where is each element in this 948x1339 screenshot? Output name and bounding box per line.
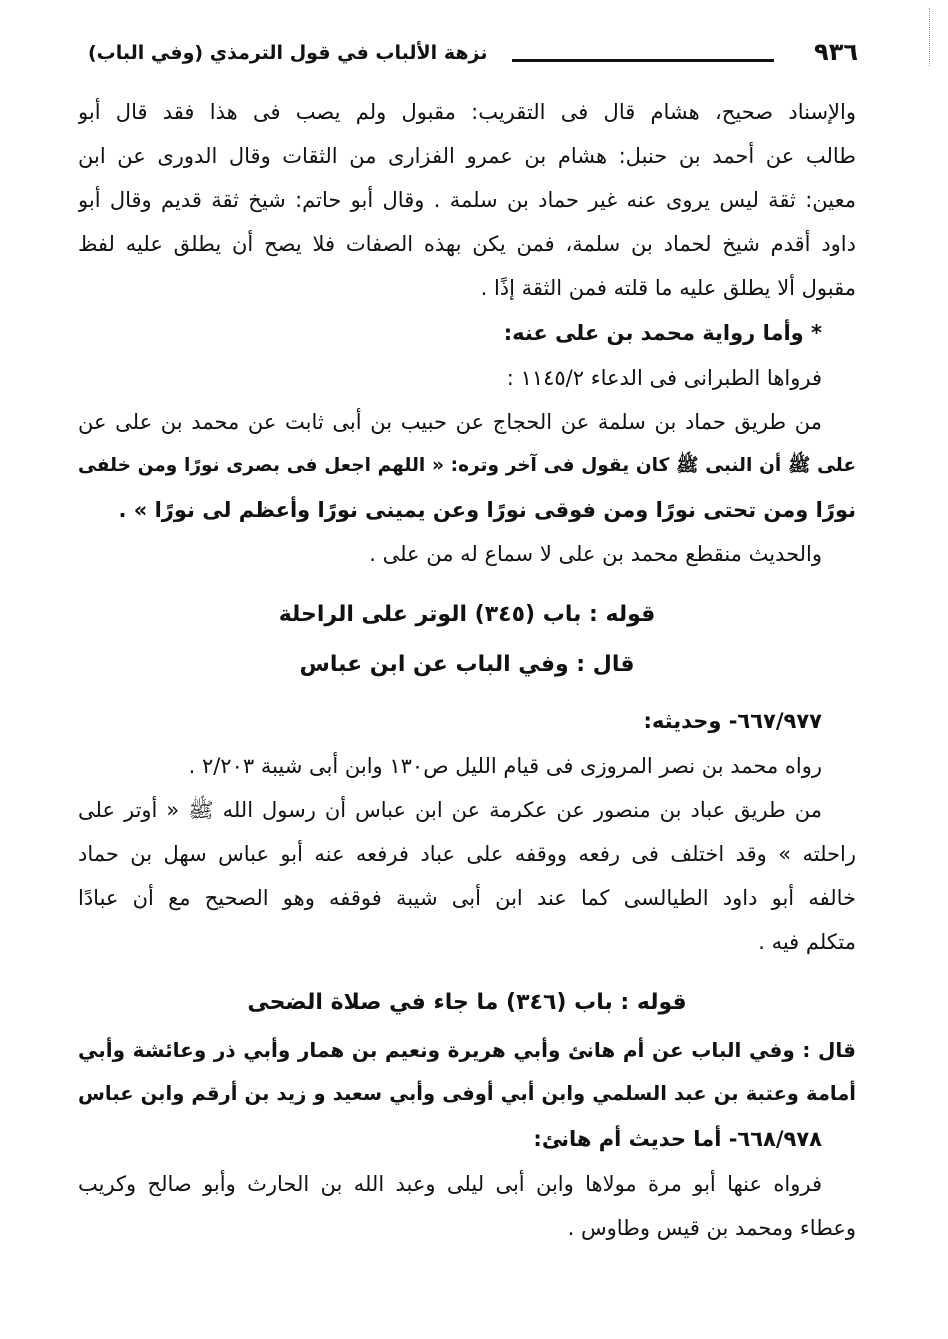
- header-rule: [512, 59, 774, 62]
- text-line: والحديث منقطع محمد بن على لا سماع له من على .: [369, 542, 822, 566]
- page-header: [88, 38, 858, 78]
- text-line: فرواه عنها أبو مرة مولاها وابن أبى ليلى وعبد الله بن الحارث وأبو صالح وكريب: [78, 1172, 822, 1196]
- text-line: والإسناد صحيح، هشام قال فى التقريب: مقبول ولم يصب فى هذا فقد قال أبو: [78, 100, 856, 124]
- text-line: رواه محمد بن نصر المروزى فى قيام الليل ص١٣٠ وابن أبى شيبة ٢/٢٠٣ .: [188, 754, 822, 778]
- text-line: متكلم فيه .: [758, 930, 856, 954]
- body-text: [78, 90, 856, 1250]
- text-line: طالب عن أحمد بن حنبل: هشام بن عمرو الفزارى من الثقات وقال الدورى عن ابن: [78, 144, 856, 168]
- chapter-title-346: قوله : باب (٣٤٦) ما جاء في صلاة الضحى: [247, 990, 687, 1015]
- chapter-subtitle-346: أمامة وعتبة بن عبد السلمي وابن أبي أوفى وأبي سعيد و زيد بن أرقم وابن عباس: [78, 1082, 856, 1105]
- page-number: ٩٣٦: [814, 38, 858, 66]
- text-line: فرواها الطبرانى فى الدعاء ١١٤٥/٢ :: [506, 366, 822, 390]
- text-line: خالفه أبو داود الطيالسى كما عند ابن أبى شيبة فوقفه وهو الصحيح مع أن عبادًا: [78, 886, 856, 910]
- chapter-subtitle-345: قال : وفي الباب عن ابن عباس: [299, 652, 635, 677]
- section-heading-muhammad: * وأما رواية محمد بن على عنه:: [503, 321, 822, 345]
- chapter-title-345: قوله : باب (٣٤٥) الوتر على الراحلة: [278, 602, 656, 627]
- hadith-text-line: نورًا ومن تحتى نورًا ومن فوقى نورًا وعن يمينى نورًا وأعظم لى نورًا » .: [118, 498, 856, 522]
- text-line: من طريق عباد بن منصور عن عكرمة عن ابن عباس أن رسول الله ﷺ « أوتر على: [78, 798, 822, 822]
- text-line: راحلته » وقد اختلف فى رفعه ووقفه على عباد فرفعه عنه أبو عباس سهل بن حماد: [78, 842, 856, 866]
- hadith-number-977: ٦٦٧/٩٧٧- وحديثه:: [643, 709, 822, 733]
- paragraph-isnad: [78, 90, 856, 310]
- running-title: نزهة الألباب في قول الترمذي (وفي الباب): [88, 42, 488, 64]
- chapter-subtitle-346: قال : وفي الباب عن أم هانئ وأبي هريرة ونعيم بن همار وأبي ذر وعائشة وأبي: [78, 1038, 856, 1062]
- text-line: مقبول ألا يطلق عليه ما قلته فمن الثقة إذًا .: [480, 276, 856, 300]
- paragraph-umm-hani: [78, 1162, 856, 1250]
- scan-edge-mark: [923, 8, 930, 66]
- paragraph-tabarani: [78, 400, 856, 532]
- text-line: داود أقدم شيخ لحماد بن سلمة، فمن يكن بهذه الصفات فلا يصح أن يطلق عليه لفظ: [78, 232, 856, 256]
- text-line: من طريق حماد بن سلمة عن الحجاج عن حبيب بن أبى ثابت عن محمد بن على عن: [78, 410, 822, 434]
- paragraph-abbad: [78, 788, 856, 964]
- hadith-number-978: ٦٦٨/٩٧٨- أما حديث أم هانئ:: [533, 1127, 822, 1151]
- text-line: معين: ثقة ليس يروى عنه غير حماد بن سلمة . وقال أبو حاتم: شيخ ثقة قديم وقال أبو: [78, 188, 856, 212]
- text-line: وعطاء ومحمد بن قيس وطاوس .: [567, 1216, 856, 1240]
- hadith-text-line: على ﷺ أن النبى ﷺ كان يقول فى آخر وتره: « اللهم اجعل فى بصرى نورًا ومن خلفى: [78, 455, 856, 476]
